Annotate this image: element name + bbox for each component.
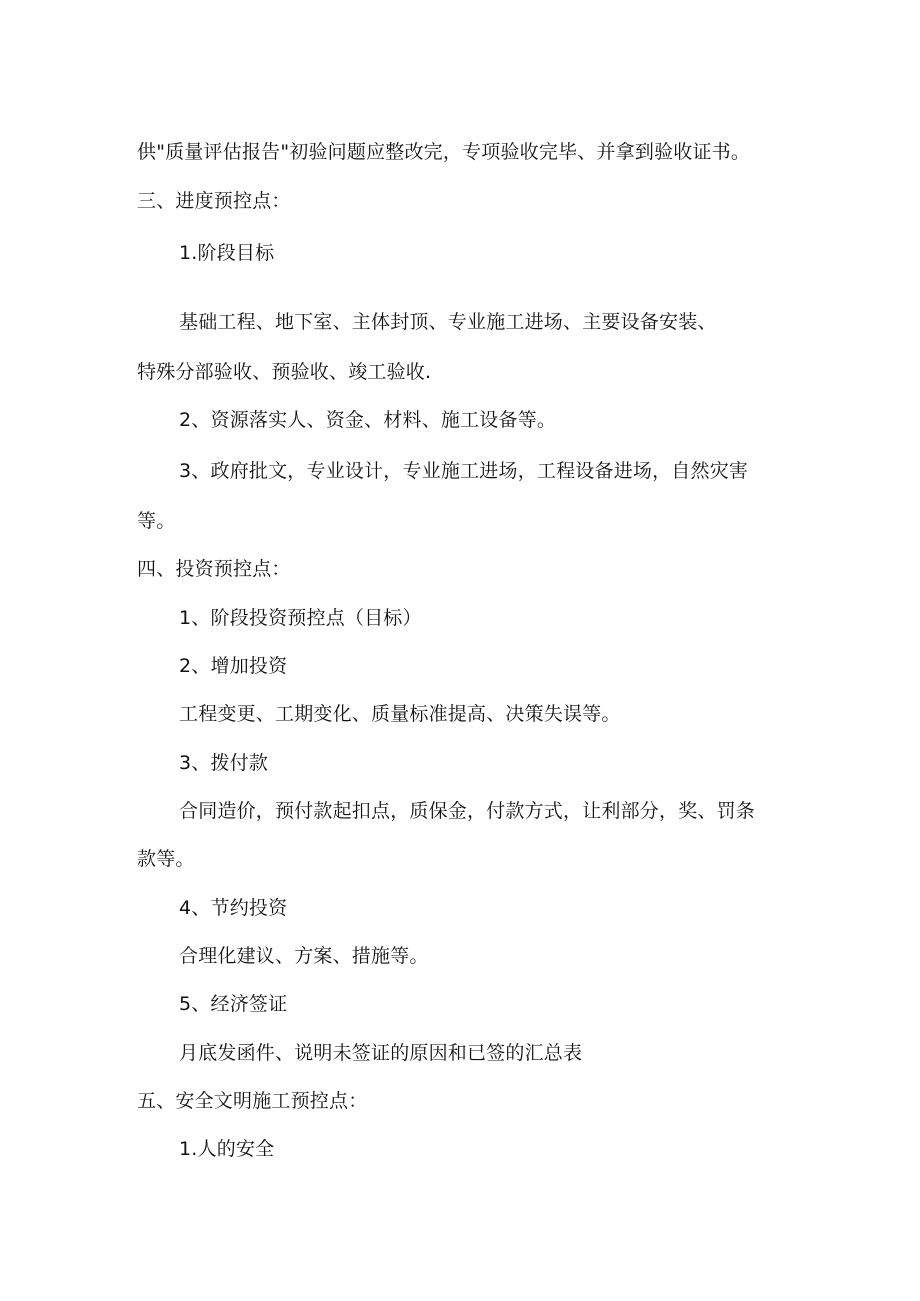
text-line: 3、政府批文，专业设计，专业施工进场，工程设备进场，自然灾害 xyxy=(179,460,749,482)
text-line: 基础工程、地下室、主体封顶、专业施工进场、主要设备安装、 xyxy=(179,311,717,333)
text-line: 款等。 xyxy=(137,848,195,870)
subheading: 2、增加投资 xyxy=(179,655,288,677)
subheading: 5、经济签证 xyxy=(179,993,288,1015)
text-line: 月底发函件、说明未签证的原因和已签的汇总表 xyxy=(179,1042,583,1064)
subheading: 1、阶段投资预控点（目标） xyxy=(179,607,422,629)
section-heading: 三、进度预控点： xyxy=(137,190,291,212)
subheading: 1.人的安全 xyxy=(179,1138,275,1160)
section-heading: 四、投资预控点： xyxy=(137,558,291,580)
text-line: 合理化建议、方案、措施等。 xyxy=(179,945,429,967)
text-line: 特殊分部验收、预验收、竣工验收. xyxy=(137,361,432,383)
subheading: 3、拨付款 xyxy=(179,752,269,774)
subheading: 1.阶段目标 xyxy=(179,242,275,264)
section-heading: 五、安全文明施工预控点： xyxy=(137,1090,368,1112)
text-line: 工程变更、工期变化、质量标准提高、决策失误等。 xyxy=(179,703,621,725)
text-line: 合同造价，预付款起扣点，质保金，付款方式，让利部分，奖、罚条 xyxy=(179,800,756,822)
text-line: 等。 xyxy=(137,510,176,532)
subheading: 4、节约投资 xyxy=(179,897,288,919)
text-line: 2、资源落实人、资金、材料、施工设备等。 xyxy=(179,409,557,431)
text-line: 供"质量评估报告"初验问题应整改完，专项验收完毕、并拿到验收证书。 xyxy=(137,141,751,163)
